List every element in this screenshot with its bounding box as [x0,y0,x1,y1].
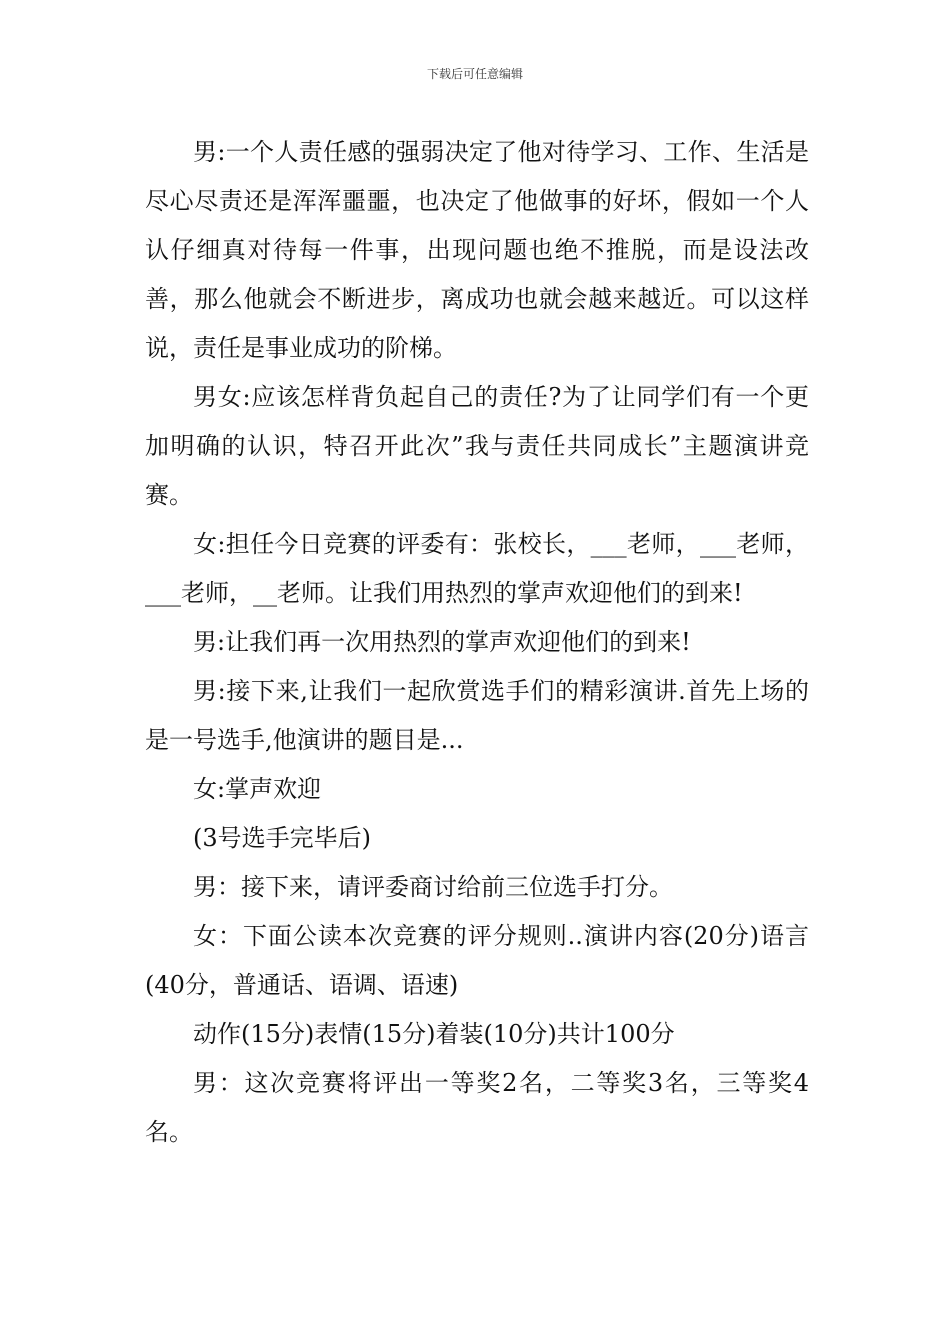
paragraph-stage-note: (3号选手完毕后) [193,824,371,852]
paragraph-first-contestant: 男:接下来,让我们一起欣赏选手们的精彩演讲.首先上场的是一号选手,他演讲的题目是... [145,677,809,754]
paragraph-rules: 女：下面公读本次竞赛的评分规则..演讲内容(20分)语言(40分，普通话、语调、语速) [145,922,809,999]
paragraph-scoring: 男：接下来，请评委商讨给前三位选手打分。 [193,873,673,901]
paragraph-awards: 男：这次竞赛将评出一等奖2名，二等奖3名，三等奖4名。 [145,1069,809,1146]
page-header: 下载后可任意编辑 [426,67,523,81]
paragraph-responsibility: 男:一个人责任感的强弱决定了他对待学习、工作、生活是尽心尽责还是浑浑噩噩，也决定了他做事的好坏，假如一个人认仔细真对待每一件事，出现问题也绝不推脱，而是设法改善，那么他就会不断进步，离成功也就会越来越近。可以这样说，责任是事业成功的阶梯。 [145,138,809,362]
paragraph-judges: 女:担任今日竞赛的评委有：张校长，___老师，___老师，___老师，__老师。让我们用热烈的掌声欢迎他们的到来! [145,530,809,607]
paragraph-applause: 女:掌声欢迎 [193,775,322,803]
paragraph-welcome: 男:让我们再一次用热烈的掌声欢迎他们的到来! [193,628,691,656]
paragraph-rules-continued: 动作(15分)表情(15分)着装(10分)共计100分 [193,1020,675,1048]
document-body [145,128,809,1157]
paragraph-theme: 男女:应该怎样背负起自己的责任?为了让同学们有一个更加明确的认识，特召开此次”我与责任共同成长”主题演讲竞赛。 [145,383,809,509]
